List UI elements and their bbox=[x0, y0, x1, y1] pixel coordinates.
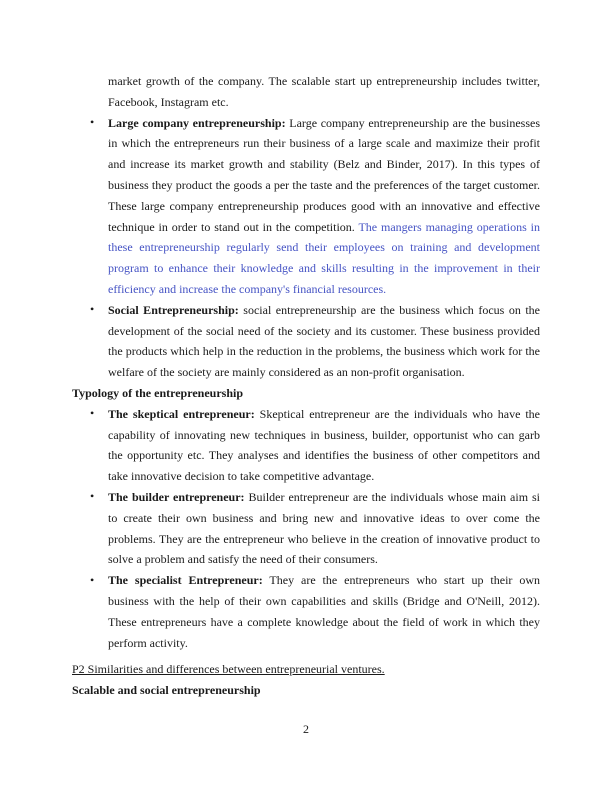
paragraph-continuation: market growth of the company. The scalable start up entrepreneurship includes twitter, Facebook, Instagram etc. bbox=[108, 74, 540, 109]
section-heading-scalable-social: Scalable and social entrepreneurship bbox=[72, 683, 261, 698]
list-item-builder-entrepreneur bbox=[90, 487, 540, 570]
bullet-icon: • bbox=[90, 489, 95, 504]
bullet-lead-label: The specialist Entrepreneur: bbox=[108, 573, 263, 588]
page-number: 2 bbox=[303, 722, 309, 736]
bullet-icon: • bbox=[90, 115, 95, 130]
bullet-body-text: Skeptical entrepreneur are the individuals who have the capability of innovating new techniques in business, builder, opportunist who can garb the opportunity etc. They analyses and identifies the business of other competitors and take innovative decision to take competitive advantage. bbox=[108, 406, 540, 484]
bullet-lead-label: Large company entrepreneurship: bbox=[108, 115, 286, 130]
bullet-highlighted-text: The mangers managing operations in these entrepreneurship regularly send their employees on training and development program to enhance their knowledge and skills resulting in the improvement in their efficiency and increase the company's financial resources. bbox=[108, 219, 540, 296]
bullet-lead-label: The skeptical entrepreneur: bbox=[108, 406, 255, 421]
bullet-body-text: social entrepreneurship are the business which focus on the development of the social need of the society and its customer. These business provided the products which help in the reduction in the problems, the business which work for the welfare of the society are mainly considered as an non-profit organisation. bbox=[108, 302, 541, 380]
bullet-icon: • bbox=[90, 302, 95, 317]
section-heading-typology: Typology of the entrepreneurship bbox=[72, 385, 244, 400]
bullet-body-text: Builder entrepreneur are the individuals whose main aim si to create their own business and bring new and innovative ideas to over come the problems. They are the entrepreneur who believe in the creation of innovative product to solve a problem and satisfy the need of their consumers. bbox=[108, 489, 540, 567]
bullet-body-text: Large company entrepreneurship are the businesses in which the entrepreneurs run their business of a large scale and maximize their profit and increase its market growth and stability (Belz and Binder, 2017). In this types of business they product the goods a per the taste and the preferences of the target customer. These large company entrepreneurship produces good with an innovative and effective technique in order to stand out in the competition. bbox=[108, 115, 540, 234]
bullet-body-text: They are the entrepreneurs who start up their own business with the help of their own capabilities and skills (Bridge and O'Neill, 2012). These entrepreneurs have a complete knowledge about the field of work in which they perform activity. bbox=[108, 573, 540, 650]
section-heading-p2-similarities: P2 Similarities and differences between entrepreneurial ventures. bbox=[72, 662, 385, 677]
document-body bbox=[72, 71, 540, 701]
bullet-icon: • bbox=[90, 572, 95, 587]
bullet-lead-label: Social Entrepreneurship: bbox=[108, 302, 239, 317]
bullet-lead-label: The builder entrepreneur: bbox=[108, 489, 245, 504]
list-item-large-company bbox=[90, 113, 540, 300]
bullet-icon: • bbox=[90, 406, 95, 421]
list-item-social-entrepreneurship bbox=[90, 300, 541, 383]
list-item-skeptical-entrepreneur bbox=[90, 404, 540, 487]
list-item-specialist-entrepreneur bbox=[90, 570, 540, 653]
